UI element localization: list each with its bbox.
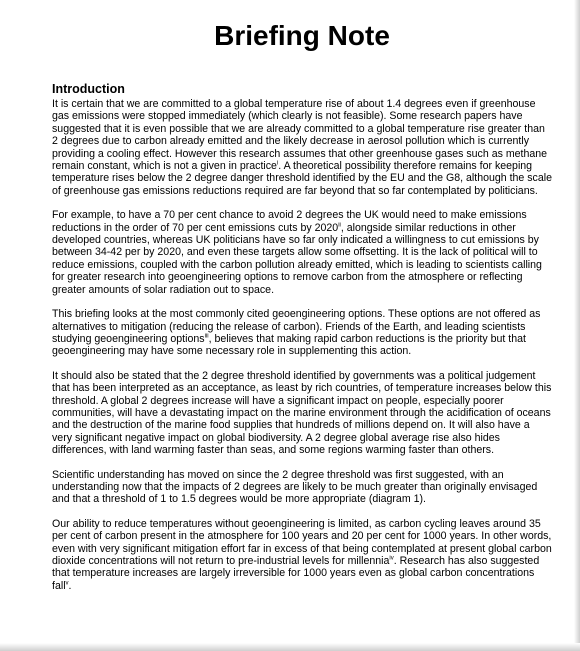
- paragraph-2: [52, 209, 552, 296]
- footnote-ref-iii: iii: [204, 333, 209, 340]
- footnote-ref-v: v: [65, 580, 69, 587]
- footnote-ref-i: i: [276, 160, 279, 167]
- paragraph-5: [52, 469, 552, 506]
- paragraph-1: [52, 98, 552, 197]
- footnote-ref-iv: iv: [389, 555, 394, 562]
- paragraph-text: Scientific understanding has moved on since the 2 degree threshold was first suggested, with an understanding now that the impacts of 2 degrees are likely to be much greater than originally envisaged and that a threshold of 1 to 1.5 degrees would be more appropriate (diagram 1).: [52, 468, 538, 506]
- paragraph-6: [52, 518, 552, 592]
- paragraph-text: It should also be stated that the 2 degree threshold identified by governments was a political judgement that has been interpreted as an acceptance, as least by rich countries, of temperature increases below this threshold. A global 2 degrees increase will have a significant impact on people, especially poorer communities, will have a devastating impact on the marine environment through the acidification of oceans and the destruction of the marine food supplies that hundreds of millions depend on. It will also have a very significant negative impact on global biodiversity. A 2 degree global average rise also hides differences, with land warming faster than seas, and some regions warming faster than others.: [52, 369, 552, 457]
- section-heading-introduction: Introduction: [52, 82, 125, 96]
- paragraph-text: , believes that making rapid carbon reductions is the priority but that geoengineering may have some necessary role in supplementing this action.: [52, 332, 526, 358]
- page-shadow-bottom: [0, 643, 580, 651]
- paragraph-4: [52, 370, 552, 457]
- paragraph-3: [52, 308, 552, 358]
- document-title: Briefing Note: [214, 20, 390, 51]
- paragraph-text: . A theoretical possibility therefore remains for keeping temperature rises below the 2 degree danger threshold identified by the EU and the G8, although the scale of greenhouse gas emissions reductions required are far beyond that so far contemplated by politicians.: [52, 160, 552, 197]
- paragraph-text: Our ability to reduce temperatures without geoengineering is limited, as carbon cycling leaves around 35 per cent of carbon present in the atmosphere for 100 years and 20 per cent for 1000 years. In other words, even with very significant mitigation effort far in excess of that being contemplated at present global carbon dioxide concentrations will not return to pre-industrial levels for millennia: [52, 517, 552, 567]
- paragraph-text: . Research has also suggested that temperature increases are largely irreversible for 1000 years even as global carbon concentrations fall: [52, 555, 540, 592]
- paragraph-text: , alongside similar reductions in other developed countries, whereas UK politicians have so far only indicated a willingness to cut emissions by between 34-42 per by 2020, and even these targets allow some offsetting. It is the lack of political will to reduce emissions, coupled with the carbon pollution already emitted, which is leading to scientists calling for greater research into geoengineering options to remove carbon from the atmosphere or reflecting greater amounts of solar radiation out to space.: [52, 221, 542, 296]
- paragraph-text: It is certain that we are committed to a global temperature rise of about 1.4 degrees even if greenhouse gas emissions were stopped immediately (which clearly is not feasible). Some research papers have suggested that it is even possible that we are already committed to a global temperature rise greater than 2 degrees due to carbon already emitted and the likely decrease in aerosol pollution which is currently providing a cooling effect. However this research assumes that other greenhouse gases such as methane remain constant, which is not a given in practice: [52, 98, 548, 173]
- paragraph-text: This briefing looks at the most commonly cited geoengineering options. These options are not offered as alternatives to mitigation (reducing the release of carbon). Friends of the Earth, and leading scientists studying geoengineering options: [52, 308, 541, 345]
- paragraph-text: For example, to have a 70 per cent chance to avoid 2 degrees the UK would need to make emissions reductions in the order of 70 per cent emissions cuts by 2020: [52, 209, 527, 234]
- page-shadow-right: [574, 0, 580, 651]
- footnote-ref-ii: ii: [338, 222, 341, 229]
- paragraph-text: .: [68, 579, 72, 592]
